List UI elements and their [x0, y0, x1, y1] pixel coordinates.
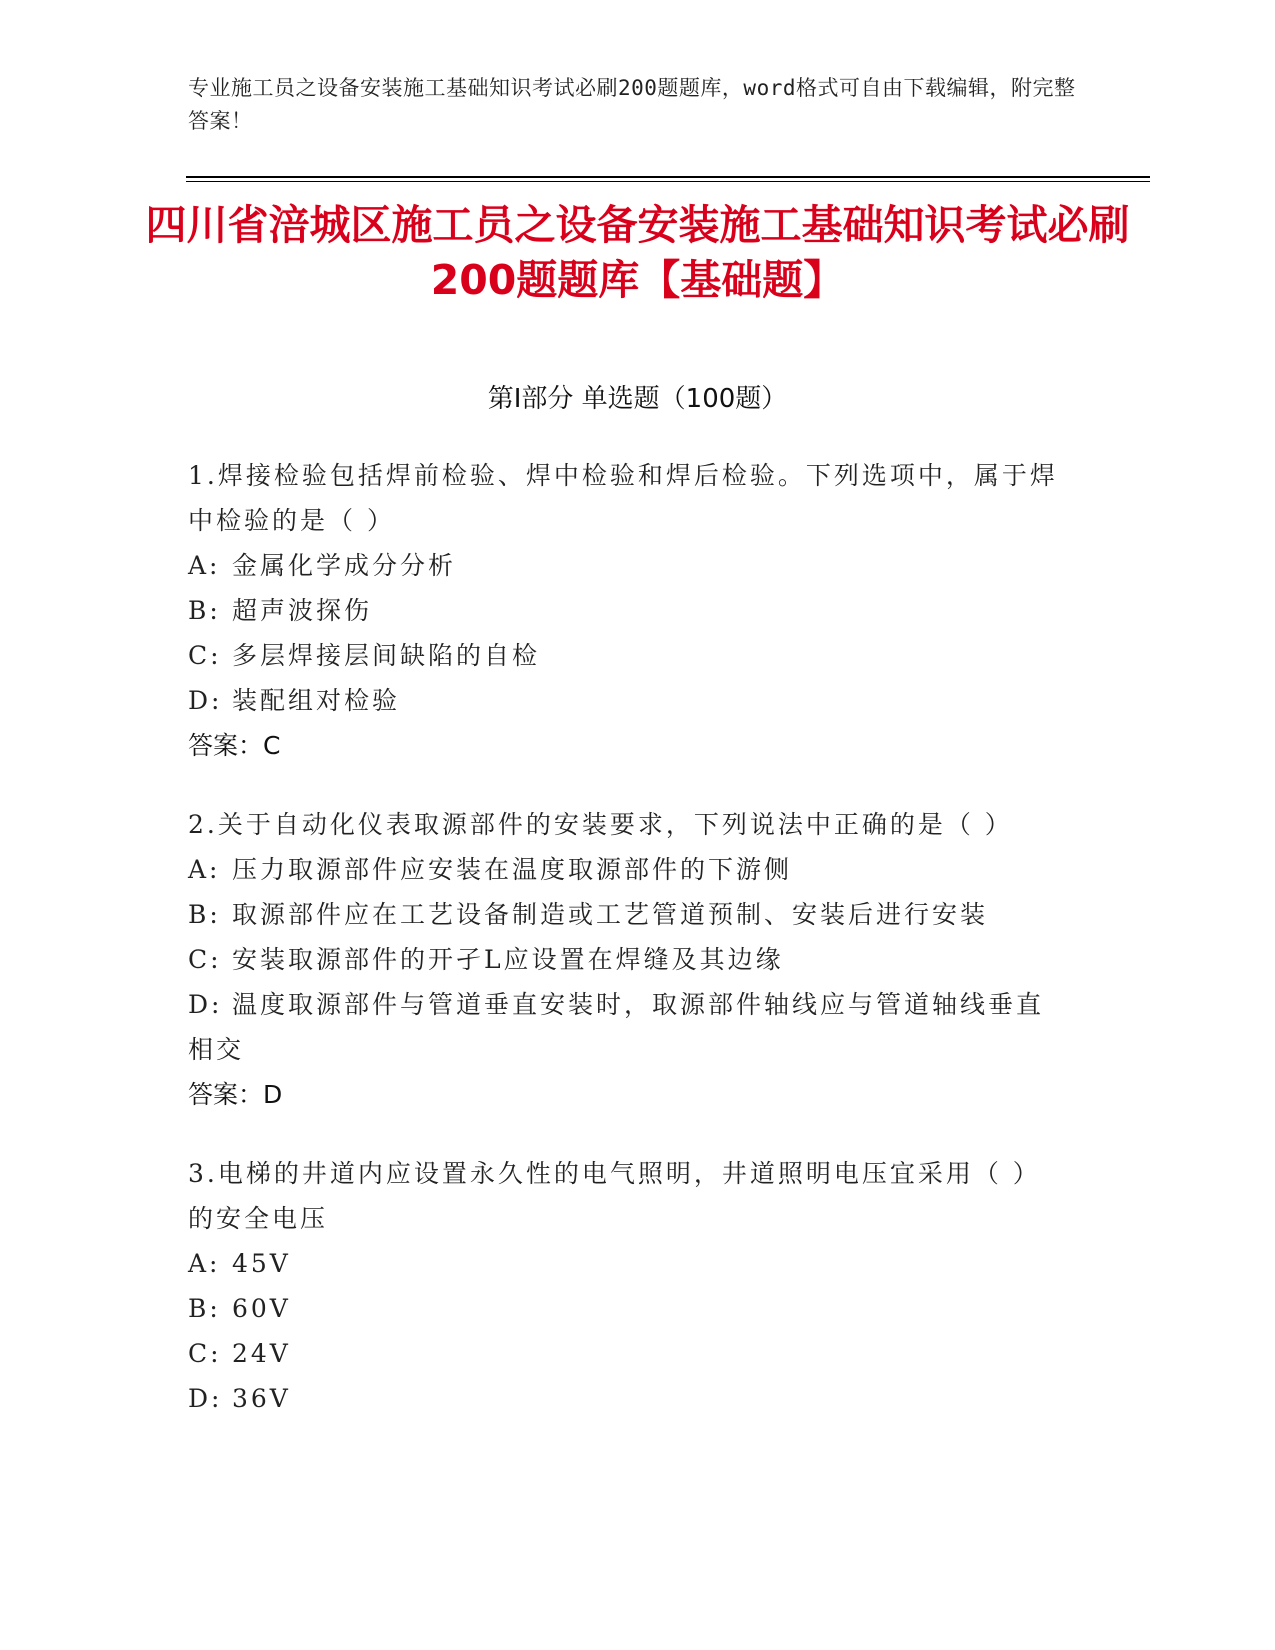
- question-stem: 3.电梯的井道内应设置永久性的电气照明，井道照明电压宜采用（ ）的安全电压: [188, 1159, 1041, 1233]
- question-stem: 2.关于自动化仪表取源部件的安装要求，下列说法中正确的是（ ）: [188, 810, 1013, 839]
- option-text: 温度取源部件与管道垂直安装时，取源部件轴线应与管道轴线垂直相交: [188, 990, 1045, 1064]
- header-note: 专业施工员之设备安装施工基础知识考试必刷200题题库，word格式可自由下载编辑，附完整答案！: [188, 76, 1076, 133]
- option-d: [188, 1376, 1068, 1421]
- option-key: C:: [188, 945, 222, 974]
- document-title: 四川省涪城区施工员之设备安装施工基础知识考试必刷200题题库【基础题】: [145, 201, 1130, 304]
- answer: 答案：C: [188, 731, 281, 760]
- question-3: [188, 1151, 1068, 1421]
- option-key: B:: [188, 1294, 221, 1323]
- option-text: 24V: [232, 1339, 291, 1368]
- option-key: D:: [188, 1384, 223, 1413]
- option-key: A:: [188, 1249, 221, 1278]
- question-2: [188, 802, 1068, 1117]
- option-key: C:: [188, 1339, 222, 1368]
- option-c: [188, 1331, 1068, 1376]
- header-rule-thick: [186, 176, 1150, 178]
- option-text: 60V: [232, 1294, 291, 1323]
- option-key: B:: [188, 900, 221, 929]
- option-key: D:: [188, 686, 223, 715]
- option-text: 45V: [232, 1249, 291, 1278]
- option-c: [188, 633, 1068, 678]
- option-text: 压力取源部件应安装在温度取源部件的下游侧: [232, 855, 793, 884]
- option-c: [188, 937, 1068, 982]
- option-b: [188, 1286, 1068, 1331]
- option-text: 安装取源部件的开孑L应设置在焊缝及其边缘: [232, 945, 784, 974]
- option-d: [188, 982, 1068, 1072]
- option-key: B:: [188, 596, 221, 625]
- section-heading: 第I部分 单选题（100题）: [487, 384, 788, 414]
- option-b: [188, 892, 1068, 937]
- option-d: [188, 678, 1068, 723]
- option-text: 36V: [232, 1384, 291, 1413]
- answer: 答案：D: [188, 1080, 283, 1109]
- option-text: 多层焊接层间缺陷的自检: [232, 641, 541, 670]
- option-a: [188, 847, 1068, 892]
- option-a: [188, 1241, 1068, 1286]
- question-1: [188, 453, 1068, 768]
- option-b: [188, 588, 1068, 633]
- option-text: 金属化学成分分析: [232, 551, 457, 580]
- option-text: 超声波探伤: [232, 596, 373, 625]
- option-text: 取源部件应在工艺设备制造或工艺管道预制、安装后进行安装: [232, 900, 989, 929]
- option-key: C:: [188, 641, 222, 670]
- option-a: [188, 543, 1068, 588]
- question-stem: 1.焊接检验包括焊前检验、焊中检验和焊后检验。下列选项中，属于焊中检验的是（ ）: [188, 461, 1058, 535]
- option-text: 装配组对检验: [232, 686, 401, 715]
- option-key: A:: [188, 551, 221, 580]
- header-rule-thin: [186, 181, 1150, 182]
- option-key: D:: [188, 990, 223, 1019]
- option-key: A:: [188, 855, 221, 884]
